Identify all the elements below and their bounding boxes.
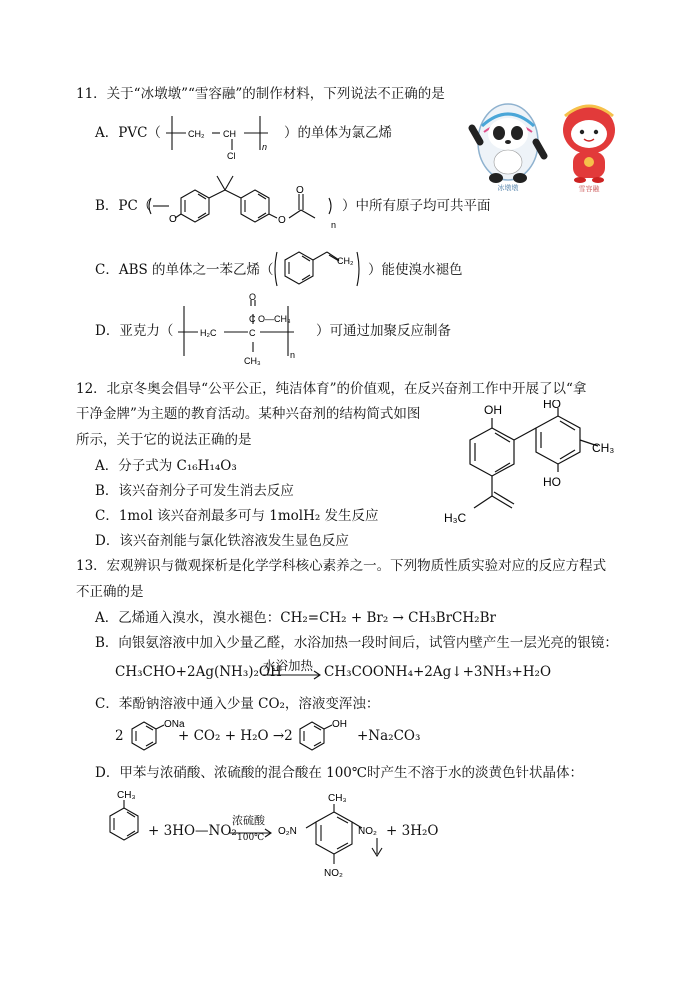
styrene-structure (273, 242, 363, 292)
q12-stem-line1: 12．北京冬奥会倡导“公平公正，纯洁体育”的价值观，在反兴奋剂工作中开展了以“拿 (76, 381, 587, 397)
pc-o2: O (278, 215, 286, 226)
pmma-och3: O—CH₃ (258, 314, 291, 324)
q13-stem-line2: 不正确的是 (76, 584, 144, 600)
bing-dwen-dwen-mascot (468, 92, 548, 192)
pvc-cl: Cl (227, 151, 236, 161)
pc-o3: O (296, 185, 304, 196)
h3c-label: H₃C (444, 511, 467, 525)
tnt-no2-right: NO₂ (358, 826, 377, 837)
q13-option-a: A．乙烯通入溴水，溴水褪色：CH₂=CH₂ + Br₂ → CH₃BrCH₂Br (95, 610, 496, 626)
oh-label-top: OH (484, 403, 502, 417)
q11-option-c-suffix: ）能使溴水褪色 (368, 262, 463, 278)
pvc-structure (162, 110, 280, 162)
tnt-no2-bottom: NO₂ (324, 868, 343, 879)
phenol-ring (296, 716, 352, 756)
pvc-ch2: CH₂ (188, 129, 205, 139)
q12-option-d: D．该兴奋剂能与氯化铁溶液发生显色反应 (95, 533, 349, 549)
stimulant-structure (440, 400, 625, 535)
tnt-o2n: O₂N (278, 826, 297, 837)
q11-option-a-suffix: ）的单体为氯乙烯 (284, 125, 392, 141)
q11-option-c-prefix: C．ABS 的单体之一苯乙烯（ (95, 262, 274, 278)
q11-option-b-prefix: B．PC（ (95, 198, 152, 214)
q13-option-d: D．甲苯与浓硝酸、浓硫酸的混合酸在 100℃时产生不溶于水的淡黄色针状晶体： (95, 765, 583, 781)
q13-c-middle: + CO₂ + H₂O →2 (178, 728, 293, 744)
shuey-rhon-rhon-mascot (553, 100, 625, 194)
pmma-structure (172, 292, 312, 370)
toluene-ring (100, 788, 148, 846)
pvc-n: n (262, 142, 268, 152)
q13-option-c: C．苯酚钠溶液中通入少量 CO₂，溶液变浑浊： (95, 696, 380, 712)
pmma-c1: C (249, 314, 256, 324)
q13-c-tail: +Na₂CO₃ (357, 728, 421, 744)
q13-b-right: CH₃COONH₄+2Ag↓+3NH₃+H₂O (324, 664, 552, 680)
q13-b-left: CH₃CHO+2Ag(NH₃)₂OH (115, 664, 282, 680)
ch3-label: CH₃ (592, 441, 615, 455)
q12-stem-line3: 所示，关于它的说法正确的是 (76, 432, 252, 448)
q11-option-b-suffix: ）中所有原子均可共平面 (342, 198, 491, 214)
pmma-h2c: H₂C (200, 328, 217, 338)
q11-option-d-prefix: D．亚克力（ (95, 323, 174, 339)
q13-b-arrow (262, 670, 324, 680)
mascot2-caption: 雪容融 (578, 185, 600, 193)
pc-structure (145, 168, 340, 232)
q13-d-tail: + 3H₂O (386, 823, 439, 839)
q13-b-condition: 水浴加热 (263, 658, 314, 673)
q13-d-cond-bottom: 100℃ (237, 833, 265, 843)
q11-option-d-suffix: ）可通过加聚反应制备 (316, 323, 451, 339)
pvc-ch: CH (223, 129, 236, 139)
pmma-n: n (290, 350, 296, 360)
styrene-ch2: CH₂ (337, 256, 354, 266)
pmma-c2: C (249, 328, 256, 338)
q13-d-reactant: + 3HO—NO₂ (148, 823, 237, 839)
ho-label-bottom: HO (543, 475, 561, 489)
ho-label-top: HO (543, 400, 561, 411)
tnt-ch3: CH₃ (328, 793, 347, 804)
pmma-ch3: CH₃ (244, 356, 261, 366)
q11-option-a-prefix: A．PVC（ (95, 125, 161, 141)
pc-o1: O (169, 214, 177, 225)
toluene-ch3: CH₃ (117, 790, 136, 801)
q13-stem-line1: 13．宏观辨识与微观探析是化学学科核心素养之一。下列物质性质实验对应的反应方程式 (76, 558, 607, 574)
pmma-o: O (249, 292, 257, 302)
q13-c-coef: 2 (115, 728, 124, 744)
q12-option-a: A．分子式为 C₁₆H₁₄O₃ (95, 458, 237, 474)
q12-stem-line2: 干净金牌”为主题的教育活动。某种兴奋剂的结构简式如图 (76, 406, 421, 422)
pc-n: n (331, 220, 337, 230)
mascot1-caption: 冰墩墩 (497, 184, 519, 192)
q13-option-b: B．向银氨溶液中加入少量乙醛，水浴加热一段时间后，试管内壁产生一层光亮的银镜： (95, 635, 618, 651)
q12-option-c: C．1mol 该兴奋剂最多可与 1molH₂ 发生反应 (95, 508, 379, 524)
ona-label: ONa (164, 719, 185, 730)
oh-label-phenol: OH (332, 719, 347, 730)
q12-option-b: B．该兴奋剂分子可发生消去反应 (95, 483, 294, 499)
q11-stem: 11．关于“冰墩墩”“雪容融”的制作材料，下列说法不正确的是 (76, 86, 445, 102)
q13-d-cond-top: 浓硫酸 (232, 814, 265, 827)
